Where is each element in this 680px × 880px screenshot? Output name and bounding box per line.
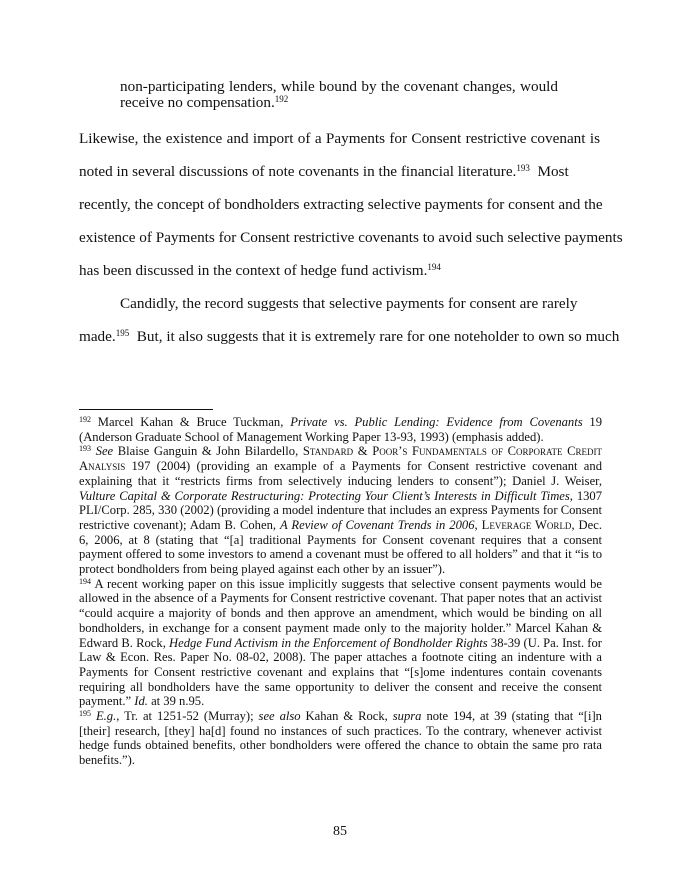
footnote-195: $^{195}$ E.g., Tr. at 1251-52 (Murray); see also Kahan & Rock, supra note 194, at 39 (stating that “[i]n [their] research, [they] ha[d] found no instances of such practices. To the contrary, whenever activist hedge funds obtained benefits, other bondholders were offered the chance to obtain the same pro rata benefits.”). xyxy=(79,709,602,768)
footnote-ref-194[interactable]: 194 xyxy=(427,262,441,272)
footnote-194: $^{194}$ A recent working paper on this issue implicitly suggests that selective consent payments would be allowed in the absence of a Payments for Consent restrictive covenant. That paper notes that an activist “could acquire a majority of bonds and then approve an amendment, which would be binding on all bondholders, in exchange for a consent payment made only to the majority holder.” Marcel Kahan & Edward B. Rock, Hedge Fund Activism in the Enforcement of Bondholder Rights 38-39 (U. Pa. Inst. for Law & Econ. Res. Paper No. 08-02, 2008). The paper attaches a footnote citing an indenture with a Payments for Consent restrictive covenant and explains that “[s]ome indentures contain covenants requiring all bondholders have the same opportunity to deliver the consent and receive the consent payment.” Id. at 39 n.95. xyxy=(79,576,602,709)
footnotes xyxy=(79,415,602,768)
block-quote-line-2: receive no compensation.$^{192}$ xyxy=(120,94,289,111)
footnote-number: 192 xyxy=(79,415,91,424)
body-line-4: existence of Payments for Consent restrictive covenants to avoid such selective payments xyxy=(79,229,623,246)
block-quote-line-1: non-participating lenders, while bound by the covenant changes, would xyxy=(120,78,558,95)
body-line-1: Likewise, the existence and import of a Payments for Consent restrictive covenant is xyxy=(79,130,600,147)
body-line-6: Candidly, the record suggests that selective payments for consent are rarely xyxy=(120,295,578,312)
footnote-ref-192[interactable]: 192 xyxy=(274,94,289,104)
footnote-number: 195 xyxy=(79,709,91,719)
footnote-193: $^{193}$ See Blaise Ganguin & John Bilardello, Standard & Poor’s Fundamentals of Corporate Credit Analysis 197 (2004) (providing an example of a Payments for Consent restrictive covenant and explaining that it “restricts firms from selectively inducing lenders to consent”); Daniel J. Weiser, Vulture Capital & Corporate Restructuring: Protecting Your Client’s Interests in Difficult Times, 1307 PLI/Corp. 285, 330 (2002) (providing a model indenture that includes an express Payments for Consent restrictive covenant); Adam B. Cohen, A Review of Covenant Trends in 2006, Leverage World, Dec. 6, 2006, at 8 (stating that “[a] traditional Payments for Consent covenant requires that a consent payment offered to some investors to amend a covenant must be offered to all holders” and that it “is to protect bondholders from being played against each other by an issuer”). xyxy=(79,444,603,577)
footnote-ref-195[interactable]: 195 xyxy=(115,328,130,338)
footnote-number: 194 xyxy=(79,576,91,586)
footnote-ref-193[interactable]: 193 xyxy=(516,163,530,173)
body-line-5: has been discussed in the context of hedge fund activism.$^{194}$ xyxy=(79,262,441,279)
footnote-number: 193 xyxy=(79,444,91,454)
body-line-2: noted in several discussions of note covenants in the financial literature.$^{193}$ Most xyxy=(79,163,569,180)
page-number: 85 xyxy=(333,824,347,839)
body-line-7: made.$^{195}$ But, it also suggests that it is extremely rare for one noteholder to own so much xyxy=(79,328,620,345)
footnote-separator xyxy=(79,409,213,410)
footnote-192: $^{192}$ Marcel Kahan & Bruce Tuckman, Private vs. Public Lending: Evidence from Covenants 19 (Anderson Graduate School of Management Working Paper 13-93, 1993) (emphasis added). xyxy=(79,415,602,444)
body-line-3: recently, the concept of bondholders extracting selective payments for consent and the xyxy=(79,196,603,213)
